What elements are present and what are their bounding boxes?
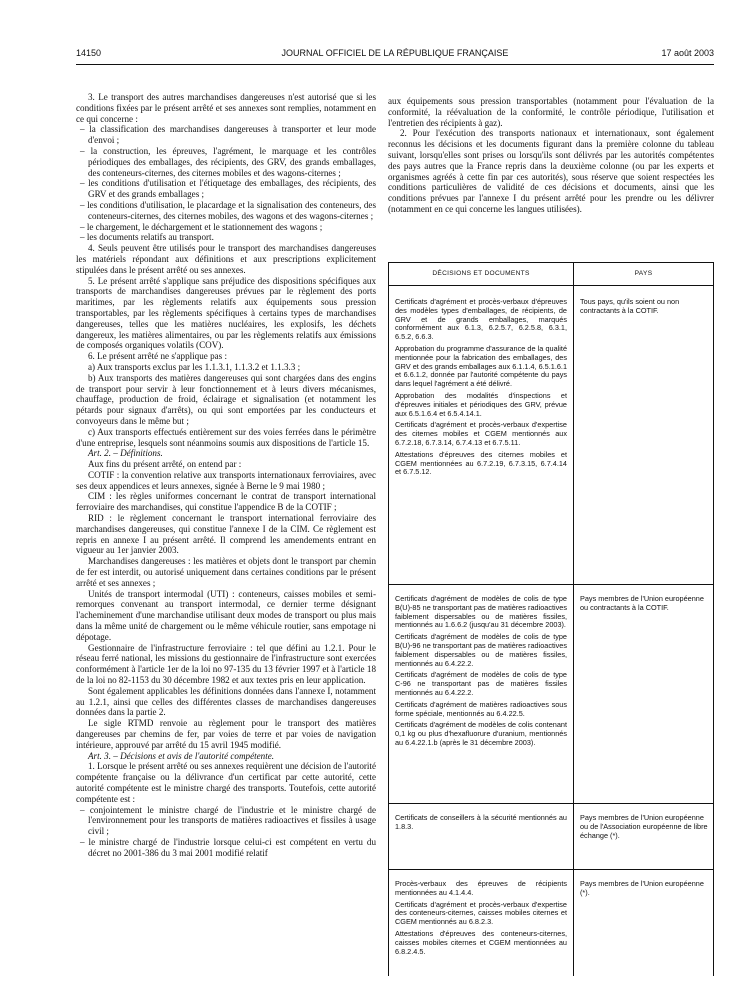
document-item: Attestations d'épreuves des conteneurs-citernes, caisses mobiles citernes et CGEM mentionnées au 6.8.2.4.5. (395, 928, 567, 956)
column-header-decisions: DÉCISIONS ET DOCUMENTS (389, 263, 574, 286)
column-header-countries: PAYS (574, 263, 714, 286)
header-rule (76, 64, 714, 65)
definitions-intro: Aux fins du présent arrêté, on entend par : (88, 459, 242, 470)
list-item: – les conditions d'utilisation, le placardage et la signalisation des conteneurs, des conteneurs-citernes, des citernes mobiles, des wagons et des wagons-citernes ; (80, 199, 376, 221)
document-item: Certificats d'agrément et procès-verbaux d'expertise des conteneurs-citernes, caisses mobiles citernes et CGEM mentionnés au 6.8.2.3. (395, 899, 567, 927)
documents-cell (389, 804, 574, 870)
list-item: – les conditions d'utilisation et l'étiquetage des emballages, des récipients, des GRV et des grands emballages ; (80, 178, 376, 200)
document-item: Approbation des modalités d'inspections et d'épreuves initiales et périodiques des GRV, prévue aux 6.5.1.6.4 et 6.5.4.14.1. (395, 390, 567, 418)
list-item: – la classification des marchandises dangereuses à transporter et leur mode d'envoi ; (80, 124, 376, 146)
definition-rid: RID : le règlement concernant le transport international ferroviaire des marchandises dangereuses, qui constitue l'annexe I de la CIM. Ce règlement est repris en annexe I au présent arrêté. Il comprend les amendements entrant en vigueur au 1er janvier 2003. (76, 513, 376, 556)
document-item: Certificats d'agrément et procès-verbaux d'expertise des citernes mobiles et CGEM mentionnés aux 6.7.2.18, 6.7.3.14, 6.7.4.13 et 6.7.5.11. (395, 420, 567, 447)
table-row (389, 870, 714, 977)
paragraph-6c: c) Aux transports effectués entièrement sur des voies ferrées dans le périmètre d'une entreprise, lesquels sont néanmoins soumis aux dispositions de l'article 15. (76, 426, 376, 448)
definition-cotif: COTIF : la convention relative aux transports internationaux ferroviaires, avec ses deux appendices et leurs annexes, signée à Berne le 9 mai 1980 ; (76, 469, 376, 491)
document-item: Certificats d'agrément de matières radioactives sous forme spéciale, mentionnés au 6.4.22.5. (395, 699, 567, 718)
left-column (76, 92, 376, 859)
list-item: – le ministre chargé de l'industrie lorsque celui-ci est compétent en vertu du décret no 2001-386 du 3 mai 2001 modifié relatif (80, 836, 376, 858)
document-item: Certificats d'agrément de modèles de colis de type B(U)-96 ne transportant pas de matières radioactives faiblement dispersables ou de matières fissiles, mentionnés au 6.4.22.2. (395, 632, 567, 668)
paragraph-3-list (76, 124, 376, 243)
countries-cell: Pays membres de l'Union européenne ou de l'Association européenne de libre échange (*). (574, 804, 714, 870)
documents-cell (389, 585, 574, 804)
documents-cell (389, 286, 574, 585)
issue-date: 17 août 2003 (661, 48, 714, 58)
document-item: Certificats d'agrément de modèles de colis de type C-96 ne transportant pas de matières fissiles mentionnés au 6.4.22.2. (395, 670, 567, 697)
paragraph-6a: a) Aux transports exclus par les 1.1.3.1, 1.1.3.2 et 1.1.3.3 ; (88, 361, 301, 372)
continuation-paragraph: aux équipements sous pression transportables (notamment pour l'évaluation de la conformité, la réévaluation de la conformité, le contrôle périodique, l'utilisation et l'entretien des récipients à gaz). (388, 96, 714, 128)
countries-cell: Pays membres de l'Union européenne (*). (574, 870, 714, 977)
paragraph-6: 6. Le présent arrêté ne s'applique pas : (88, 351, 227, 362)
countries-cell: Tous pays, qu'ils soient ou non contractants à la COTIF. (574, 286, 714, 585)
table-row (389, 585, 714, 804)
paragraph-6b: b) Aux transports des matières dangereuses qui sont chargées dans des engins de transport pour servir à leur fonctionnement et à leurs divers mécanismes, chauffage, production de froid, éclairage et signalisation (et notamment les pétards pour signaux d'arrêts), ou qui sont emportées par les conducteurs et convoyeurs dans le même but ; (76, 372, 376, 426)
paragraph-2: 2. Pour l'exécution des transports nationaux et internationaux, sont également reconnus les décisions et les documents figurant dans la première colonne du tableau suivant, lorsqu'elles sont prises ou lorsqu'ils sont délivrés par les autorités compétentes des pays autres que la France repris dans la deuxième colonne (ou par les experts et organismes agréés à cette fin par ces autorités), sous réserve que soient respectées les conditions particulières de validité de ces décisions et documents, ainsi que les conditions prévues par l'annexe I du présent arrêté pour les prendre ou les délivrer (notamment en ce qui concerne les langues utilisées). (388, 128, 714, 214)
list-item: – le chargement, le déchargement et le stationnement des wagons ; (80, 221, 323, 232)
article-2-heading: Art. 2. – Définitions. (88, 448, 163, 459)
paragraph-3: 3. Le transport des autres marchandises dangereuses n'est autorisé que si les conditions fixées par le présent arrêté et ses annexes sont remplies, notamment en ce qui concerne : (76, 92, 376, 124)
definition-cim: CIM : les règles uniformes concernant le contrat de transport international ferroviaire des marchandises, qui constitue l'appendice B de la COTIF ; (76, 491, 376, 513)
document-item: Procès-verbaux des épreuves de récipients mentionnées au 4.1.4.4. (395, 879, 567, 897)
definition-infrastructure-manager: Gestionnaire de l'infrastructure ferroviaire : tel que défini au 1.2.1. Pour le réseau ferré national, les missions du gestionnaire de l'infrastructure sont exercées conformément à l'article 1er de la loi no 97-135 du 13 février 1997 et à l'article 18 de la loi no 82-1153 du 30 décembre 1982 et aux textes pris en leur application. (76, 642, 376, 686)
paragraph-5: 5. Le présent arrêté s'applique sans préjudice des dispositions spécifiques aux transports de marchandises dangereuses prévues par le règlement des ports maritimes, par les règlements relatifs aux équipements sous pression transportables, par les règlements spécifiques à certains types de marchandises dangereuses, telles que les matières nucléaires, les explosifs, les déchets dangereux, les matières alimentaires, ou par les règlements relatifs aux émissions de composés organiques volatils (COV). (76, 275, 376, 351)
page-number: 14150 (76, 48, 102, 58)
table-row (389, 804, 714, 870)
paragraph-3-1: 1. Lorsque le présent arrêté ou ses annexes requièrent une décision de l'autorité compétente française ou la délivrance d'un certificat par cette autorité, cette autorité compétente est le ministre chargé des transports. Toutefois, cette autorité compétente est : (76, 761, 376, 804)
paragraph-4: 4. Seuls peuvent être utilisés pour le transport des marchandises dangereuses les matériels répondant aux définitions et aux prescriptions explicitement stipulées dans le présent arrêté ou ses annexes. (76, 243, 376, 275)
document-item: Attestations d'épreuves des citernes mobiles et CGEM mentionnées au 6.7.2.19, 6.7.3.15, 6.7.4.14 et 6.7.5.12. (395, 449, 567, 477)
definition-rtmd: Le sigle RTMD renvoie au règlement pour le transport des matières dangereuses par chemins de fer, par voies de terre et par voies de navigation intérieure, approuvé par arrêté du 15 avril 1945 modifié. (76, 718, 376, 750)
document-item: Approbation du programme d'assurance de la qualité mentionnée pour la fabrication des emballages, des GRV et des grands emballages aux 6.1.1.4, 6.5.1.6.1 et 6.6.1.2, donnée par l'autorité compétente du pays dans lequel l'agrément a été délivré. (395, 343, 567, 389)
definitions-other: Sont également applicables les définitions données dans l'annexe I, notamment au 1.2.1, ainsi que celles des différentes classes de marchandises dangereuses données dans la partie 2. (76, 685, 376, 718)
table-row (389, 286, 714, 585)
page-header (76, 48, 714, 62)
countries-cell: Pays membres de l'Union européenne ou contractants à la COTIF. (574, 585, 714, 804)
document-item: Certificats d'agrément de modèles de colis contenant 0,1 kg ou plus d'hexafluorure d'uranium, mentionnés au 6.4.22.1.b (après le 31 décembre 2003). (395, 720, 567, 747)
table-header-row (389, 263, 714, 286)
document-item: Certificats de conseillers à la sécurité mentionnés au 1.8.3. (395, 813, 567, 831)
decisions-table (388, 262, 714, 976)
paragraph-3-1-list (76, 805, 376, 859)
article-3-heading: Art. 3. – Décisions et avis de l'autorité compétente. (88, 750, 275, 761)
definition-dangerous-goods: Marchandises dangereuses : les matières et objets dont le transport par chemin de fer est interdit, ou autorisé uniquement dans certaines conditions par le présent arrêté et ses annexes ; (76, 556, 376, 588)
list-item: – la construction, les épreuves, l'agrément, le marquage et les contrôles périodiques des emballages, des récipients, des GRV, des grands emballages, des conteneurs-citernes, des citernes mobiles et des wagons-citernes ; (80, 145, 376, 178)
document-item: Certificats d'agrément et procès-verbaux d'épreuves des modèles types d'emballages, de récipients, de GRV et de grands emballages, marqués conformément aux 6.1.3, 6.2.5.7, 6.2.5.8, 6.3.1, 6.5.2, 6.6.3. (395, 297, 567, 342)
documents-cell (389, 870, 574, 977)
journal-title: JOURNAL OFFICIEL DE LA RÉPUBLIQUE FRANÇAISE (281, 48, 509, 58)
document-item: Certificats d'agrément de modèles de colis de type B(U)-85 ne transportant pas de matières radioactives faiblement dispersables ou de matières fissiles, mentionnés au 1.6.6.2 (jusqu'au 31 décembre 2003). (395, 594, 567, 630)
right-column (388, 96, 714, 215)
list-item: – les documents relatifs au transport. (80, 232, 214, 243)
definition-uti: Unités de transport intermodal (UTI) : conteneurs, caisses mobiles et semi-remorques convenant au transport intermodal, ce dernier terme désignant l'acheminement d'une marchandise utilisant deux modes de transport ou plus mais dans la même unité de chargement ou le même véhicule routier, sans empotage ni dépotage. (76, 588, 376, 642)
list-item: – conjointement le ministre chargé de l'industrie et le ministre chargé de l'environnement pour les transports de matières radioactives et fissiles à usage civil ; (80, 804, 376, 837)
